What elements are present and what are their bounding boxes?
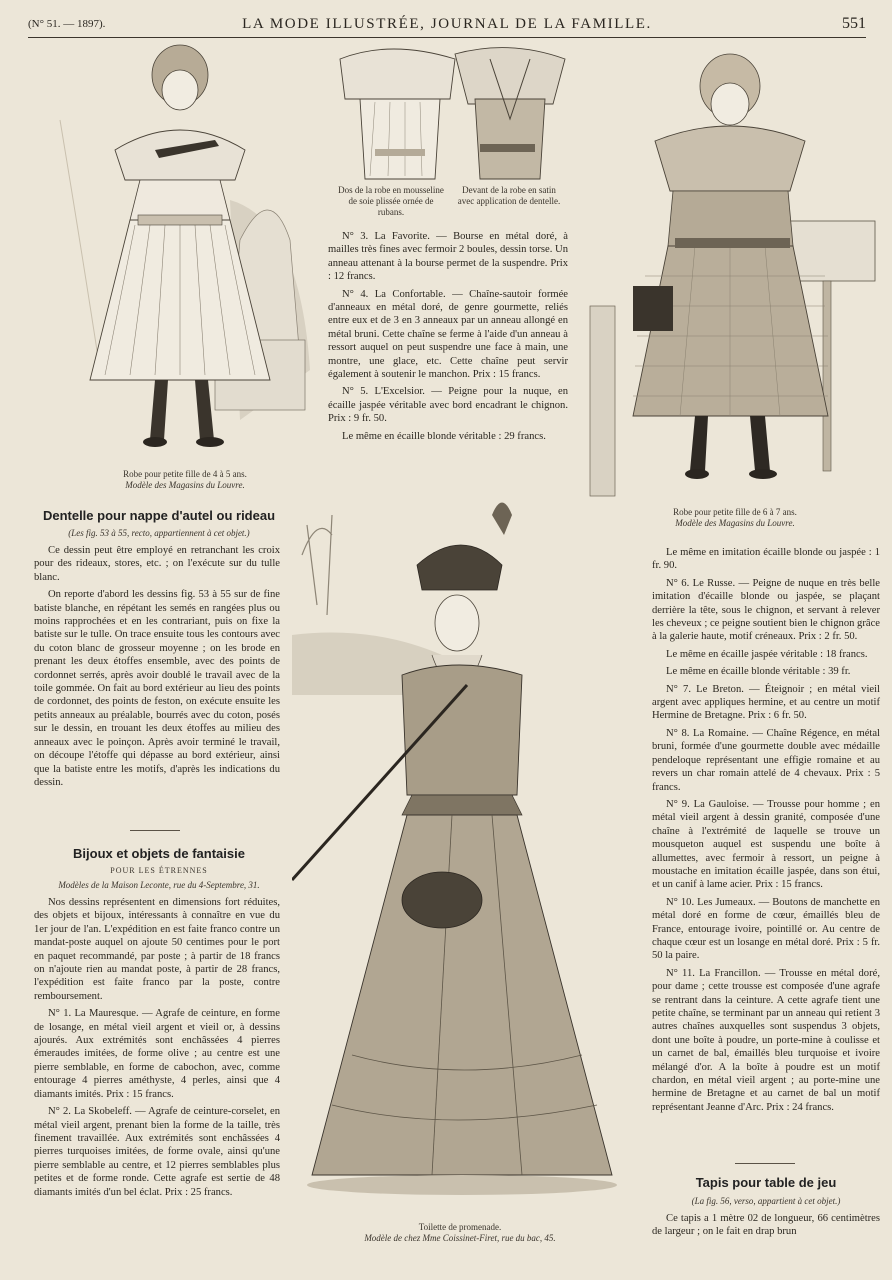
bijoux-intro: Nos dessins représentent en dimensions fort réduites, des objets et bijoux, intéressants à connaître en vue du 1er jour de l'an. L'expédition en est faite franco contre un mandat-poste auquel on ajoute 50 centimes pour le port en paquet recommandé, par poste ; à partir de 18 francs on n'ajoute rien au mandat poste, à partir de 28 francs, l'expédition est faite franco par la poste, contre remboursement. <box>34 897 280 1002</box>
woman-caption <box>330 1222 590 1244</box>
item-2-text: N° 2. La Skobeleff. — Agrafe de ceinture-corselet, en métal vieil argent, prenant bien la forme de la taille, très finement travaillée. Aux extrémités sont enchâssées 4 pierres turquoises imitées, de forme ovale, ainsi qu'une pierre semblable au centre, et 12 pierres semblables plus petites et de forme ronde. Cette agrafe est sertie de 48 diamants imités d'un bel éclat. Prix : 25 francs. <box>34 1106 280 1198</box>
dress-front-caption: Devant de la robe en satin avec application de dentelle. <box>457 185 561 206</box>
girl-right-caption-source: Modèle des Magasins du Louvre. <box>675 518 795 528</box>
bijoux-source: Modèles de la Maison Leconte, rue du 4-Septembre, 31. <box>58 880 260 890</box>
item-1-text: N° 1. La Mauresque. — Agrafe de ceinture, en forme de losange, en métal vieil argent et vieil or, à dessins ajourés. Aux extrémités sont enchâssées 4 pierres émeraudes imitées, de forme olive ; au centre est une pierre semblable, en forme de cabochon, avec, comme entourage 4 pierres améthyste, 4 perles, ainsi que 4 diamants imités. Prix : 15 francs. <box>34 1008 280 1100</box>
item-5-imitation-text: Le même en imitation écaille blonde ou jaspée : 1 fr. 90. <box>652 547 880 572</box>
dentelle-heading: Dentelle pour nappe d'autel ou rideau <box>42 508 276 523</box>
item-5-variant-text: Le même en écaille blonde véritable : 29 francs. <box>342 430 546 442</box>
issue-number: (N° 51. — 1897). <box>28 18 106 30</box>
item-7-text: N° 7. Le Breton. — Éteignoir ; en métal vieil argent avec appliques hermine, et au centre un motif Hermine de Bretagne. Prix : 6 fr. 50. <box>652 683 880 722</box>
header-rule <box>28 37 866 38</box>
section-divider <box>130 830 180 831</box>
item-8-text: N° 8. La Romaine. — Chaîne Régence, en métal bruni, formée d'une gourmette double avec médaille pendeloque représentant une effigie romaine et au revers un char romain attelé de 4 chevaux. Prix : 5 francs. <box>652 727 880 793</box>
bijoux-text <box>34 896 280 1203</box>
tapis-subtitle: (La fig. 56, verso, appartient à cet objet.) <box>691 1196 841 1206</box>
girl-left-caption-title: Robe pour petite fille de 4 à 5 ans. <box>123 469 247 479</box>
journal-title: LA MODE ILLUSTRÉE, JOURNAL DE LA FAMILLE. <box>242 16 652 32</box>
dentelle-text <box>34 544 280 793</box>
section-divider-right <box>735 1163 795 1164</box>
dentelle-paragraph-1: Ce dessin peut être employé en retranchant les croix pour des rideaux, stores, etc. ; on l'exécute sur du tulle blanc. <box>34 545 280 583</box>
item-10-text: N° 10. Les Jumeaux. — Boutons de manchette en métal doré en forme de cœur, émaillés bleu de France, entourage ivoire, pointillé or. Au centre de chaque cœur est un losange en métal doré. Prix : 5 fr. 50 la paire. <box>652 896 880 962</box>
tapis-heading: Tapis pour table de jeu <box>695 1175 837 1190</box>
girl-plaid-dress-illustration <box>585 46 880 501</box>
girl-left-caption <box>60 469 310 491</box>
item-6-variant-2: Le même en écaille blonde véritable : 39 fr. <box>666 666 851 678</box>
tapis-paragraph: Ce tapis a 1 mètre 02 de longueur, 66 centimètres de largeur ; on le fait en drap brun <box>652 1213 880 1238</box>
girl-right-caption <box>620 507 850 529</box>
item-9-text: N° 9. La Gauloise. — Trousse pour homme ; en métal vieil argent à dessin granité, composée d'une chaîne à l'extrémité de laquelle se trouve un mousqueton auquel est suspendu une boîte à allumettes, avec fermoir à ressort, un peigne à moustache en imitation écaille jaspée, dans son étui, et un canif à lame acier. Prix : 15 francs. <box>652 798 880 891</box>
woman-caption-source: Modèle de chez Mme Coissinet-Firet, rue du bac, 45. <box>364 1233 556 1243</box>
girl-dress-illustration <box>40 40 310 465</box>
promenade-toilette-illustration <box>292 495 632 1220</box>
page-header <box>28 14 866 36</box>
item-6-variant-1: Le même en écaille jaspée véritable : 18 francs. <box>666 648 868 660</box>
top-middle-text <box>328 230 568 447</box>
dentelle-paragraph-2: On reporte d'abord les dessins fig. 53 à 55 sur de fine batiste blanche, en répétant les semés en rangées plus ou moins rapprochées et en les contrariant, puis on fixe la batiste sur le tulle. On trace ensuite tous les contours avec du coton blanc de grosseur moyenne ; on les brode en prenant les deux étoffes ensemble, avec des points de cordonnet serrés, après avoir doublé le travail avec de la toile gommée. On fait au bord extérieur au lieu des points de cordonnet, des points de feston, on exécute ensuite les petits anneaux au préalable, bourrés avec du coton, posés sur le dessin, en trouant les deux étoffes au milieu des anneaux avec le poinçon. Après avoir terminé le travail, on découpe l'étoffe qui dépasse au bord extérieur, ainsi que la batiste entre les motifs, d'après les indications du dessin. <box>34 589 280 788</box>
right-column-text <box>652 546 880 1118</box>
girl-right-caption-title: Robe pour petite fille de 6 à 7 ans. <box>673 507 797 517</box>
dentelle-subtitle: (Les fig. 53 à 55, recto, appartiennent à cet objet.) <box>68 528 250 538</box>
item-11-text: N° 11. La Francillon. — Trousse en métal doré, pour dame ; cette trousse est composée d'une agrafe se rentrant dans la ceinture. A cette agrafe tient une petite chaîne, se terminant par un anneau qui retient 3 autres chaînes auxquelles sont suspendus 3 objets, dont une boîte à poudre, un porte-mine à coulisse et un carnet de bal, émaillés bleu turquoise et ivoire mélangé d'or. A la boîte à poudre est un motif chardon, en métal vieil argent ; au porte-mine une hermine de Bretagne et au carnet de bal un motif représentant Jeanne d'Arc. Prix : 24 francs. <box>652 967 880 1113</box>
bijoux-heading: Bijoux et objets de fantaisie <box>73 846 245 861</box>
page-number: 551 <box>842 15 866 32</box>
dress-bodices-illustration <box>330 44 570 184</box>
dress-back-caption: Dos de la robe en mousseline de soie plissée ornée de rubans. <box>338 185 444 217</box>
tapis-text <box>652 1212 880 1243</box>
item-5-text: N° 5. L'Excelsior. — Peigne pour la nuque, en écaille jaspée véritable avec bord encadrant le chignon. Prix : 9 fr. 50. <box>328 386 568 425</box>
girl-left-caption-source: Modèle des Magasins du Louvre. <box>125 480 245 490</box>
item-6-text: N° 6. Le Russe. — Peigne de nuque en très belle imitation d'écaille blonde ou jaspée, se plaçant derrière la tête, sous le chignon, et servant à relever les cheveux ; ce peigne soutient bien le chignon grâce à la galerie haute, motif créneaux. Prix : 2 fr. 50. <box>652 577 880 643</box>
item-4-text: N° 4. La Confortable. — Chaîne-sautoir formée d'anneaux en métal doré, de genre gourmette, reliés entre eux et de 3 en 3 anneaux par un anneau allongé en métal bruni. Cette chaîne se ferme à l'aide d'un anneau à ressort auquel on peut suspendre une face à main, une montre, une glace, etc. Cette chaîne peut servir également à soutenir le manchon. Prix : 15 francs. <box>328 288 568 381</box>
bijoux-subtitle: POUR LES ÉTRENNES <box>110 866 208 875</box>
woman-caption-title: Toilette de promenade. <box>418 1222 502 1232</box>
item-3-text: N° 3. La Favorite. — Bourse en métal doré, à mailles très fines avec fermoir 2 boules, dessin torse. Un anneau attenant à la bourse permet de la suspendre. Prix : 12 francs. <box>328 231 568 283</box>
